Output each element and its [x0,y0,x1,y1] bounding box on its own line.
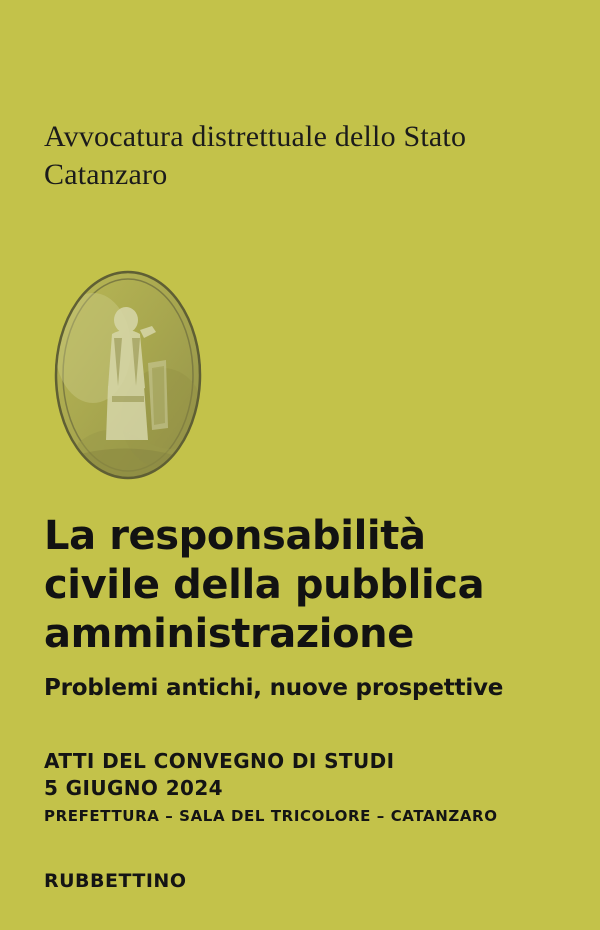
state-attorney-emblem [48,268,208,483]
event-venue: PREFETTURA – SALA DEL TRICOLORE – CATANZARO [44,807,498,825]
publisher-logo: RUBBETTINO [44,870,187,892]
page-title: La responsabilità civile della pubblica amministrazione [44,513,485,657]
institution-name: Avvocatura distrettuale dello Stato Catanzaro [44,120,467,192]
subtitle: Problemi antichi, nuove prospettive [44,675,504,702]
event-type: ATTI DEL CONVEGNO DI STUDI [44,749,395,773]
event-date: 5 GIUGNO 2024 [44,776,223,800]
title-block [44,512,544,703]
event-details [44,748,564,826]
